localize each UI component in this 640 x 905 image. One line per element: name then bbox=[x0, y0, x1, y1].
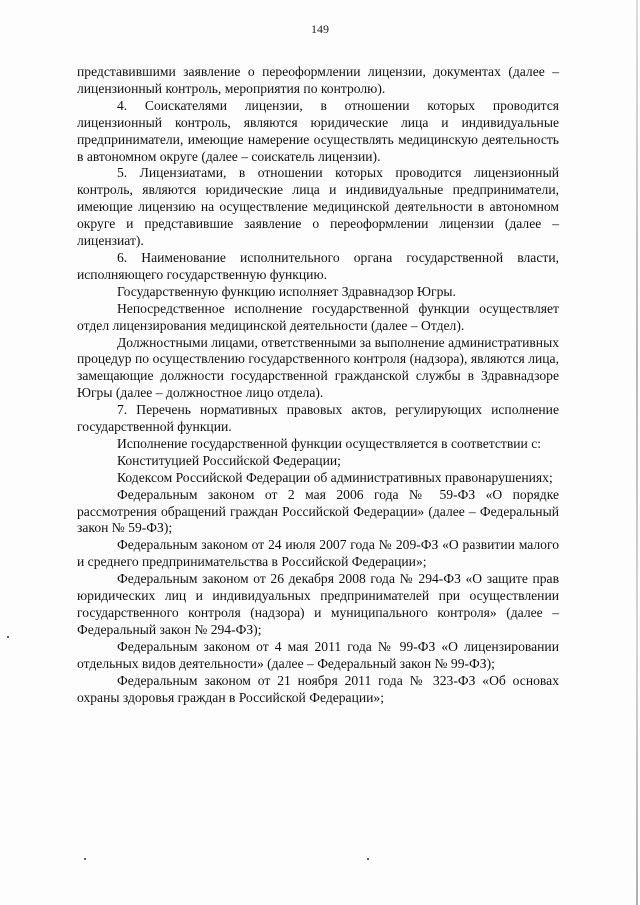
paragraph: представившими заявление о переоформлении лицензии, документах (далее – лицензионный контроль, мероприятия по контролю). bbox=[77, 64, 559, 96]
page-number: 149 bbox=[311, 22, 329, 36]
paragraph: Государственную функцию исполняет Здравнадзор Югры. bbox=[117, 283, 456, 299]
document-body bbox=[77, 64, 559, 706]
paragraph: Исполнение государственной функции осуществляется в соответствии с: bbox=[117, 435, 542, 451]
scan-speck bbox=[84, 858, 86, 860]
paragraph: 5. Лицензиатами, в отношении которых проводится лицензионный контроль, являются юридические лица и индивидуальные предприниматели, имеющие лицензию на осуществление медицинской деятельности в автономном округе и представившие заявление о переоформлении лицензии (далее – лицензиат). bbox=[77, 165, 559, 249]
paragraph: Федеральным законом от 2 мая 2006 года № 59-ФЗ «О порядке рассмотрения обращений граждан Российской Федерации» (далее – Федеральный закон № 59-ФЗ); bbox=[77, 486, 559, 536]
paragraph: Федеральным законом от 24 июля 2007 года № 209-ФЗ «О развитии малого и среднего предпринимательства в Российской Федерации»; bbox=[77, 537, 559, 570]
paragraph: Федеральным законом от 26 декабря 2008 года № 294-ФЗ «О защите прав юридических лиц и индивидуальных предпринимателей при осуществлении государственного контроля (надзора) и муниципального контроля» (далее – Федеральный закон № 294-ФЗ); bbox=[77, 571, 559, 637]
paragraph: 6. Наименование исполнительного органа государственной власти, исполняющего государственную функцию. bbox=[77, 249, 559, 282]
paragraph: Конституцией Российской Федерации; bbox=[117, 452, 341, 468]
scan-speck bbox=[367, 858, 369, 860]
scan-edge-shadow bbox=[636, 0, 638, 905]
paragraph: Федеральным законом от 4 мая 2011 года № 99-ФЗ «О лицензировании отдельных видов деятельности» (далее – Федеральный закон № 99-ФЗ); bbox=[77, 638, 559, 671]
scan-speck bbox=[7, 636, 9, 638]
paragraph: 7. Перечень нормативных правовых актов, регулирующих исполнение государственной функции. bbox=[77, 402, 559, 435]
paragraph: 4. Соискателями лицензии, в отношении которых проводится лицензионный контроль, являются юридические лица и индивидуальные предприниматели, имеющие намерение осуществлять медицинскую деятельность в автономном округе (далее – соискатель лицензии). bbox=[77, 97, 559, 164]
paragraph: Кодексом Российской Федерации об административных правонарушениях; bbox=[117, 469, 553, 485]
paragraph: Должностными лицами, ответственными за выполнение административных процедур по осуществлению государственного контроля (надзора), являются лица, замещающие должности государственной гражданской службы в Здравнадзоре Югры (далее – должностное лицо отдела). bbox=[77, 334, 559, 401]
paragraph: Федеральным законом от 21 ноября 2011 года № 323-ФЗ «Об основах охраны здоровья граждан в Российской Федерации»; bbox=[77, 672, 559, 705]
paragraph: Непосредственное исполнение государственной функции осуществляет отдел лицензирования медицинской деятельности (далее – Отдел). bbox=[77, 300, 559, 333]
